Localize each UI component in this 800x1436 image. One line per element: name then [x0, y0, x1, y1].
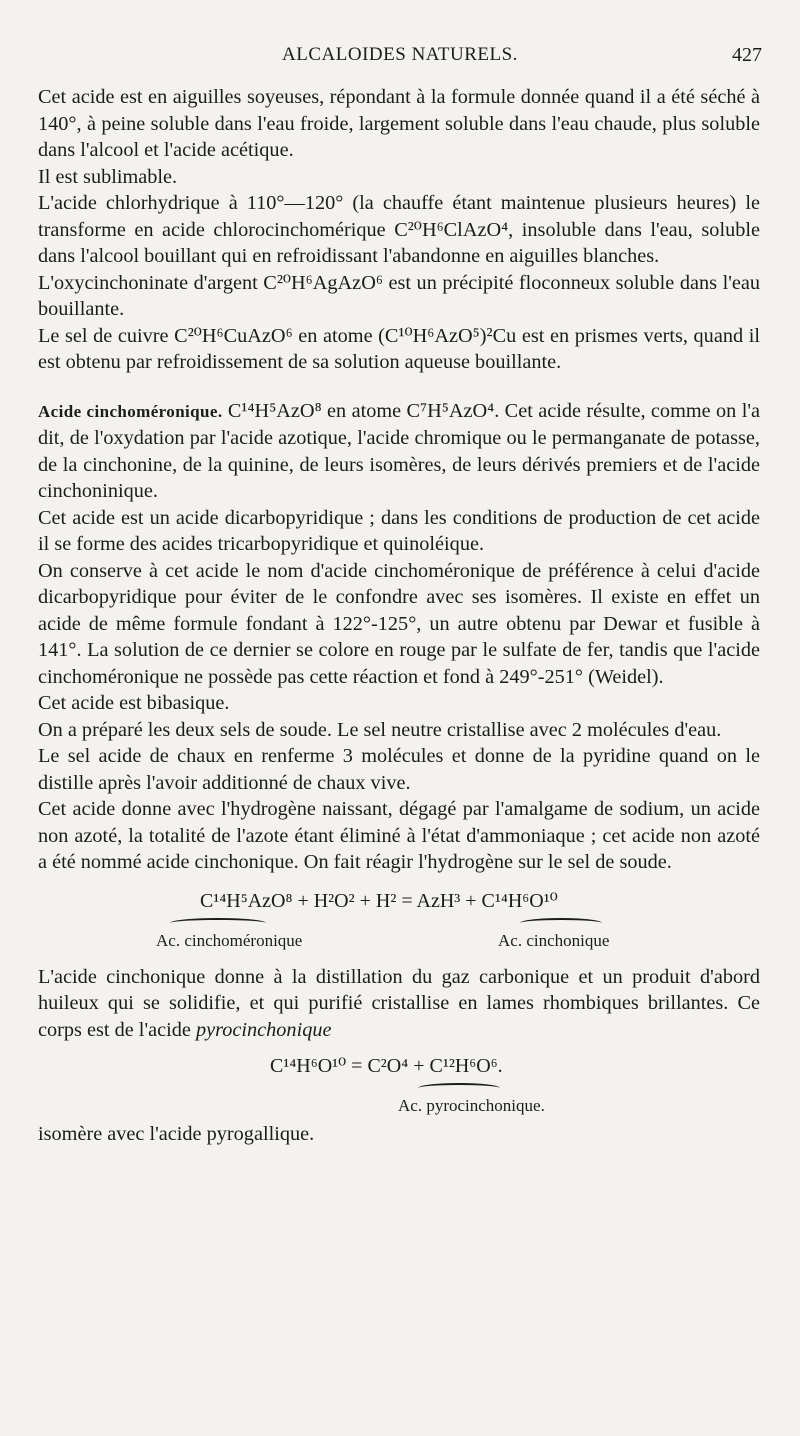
underbrace-left	[170, 918, 266, 928]
paragraph: On conserve à cet acide le nom d'acide cinchoméronique de préférence à celui d'acide dicarbopyridique pour éviter de le confondre avec ses isomères. Il existe en effet un acide de même formule fondant à 122°-125°, un autre obtenu par Dewar et fusible à 141°. La solution de ce dernier se colore en rouge par le sulfate de fer, tandis que l'acide cinchoméronique ne possède pas cette réaction et fond à 249°-251° (Weidel).	[38, 559, 760, 688]
underbrace-right	[520, 918, 602, 928]
underbrace	[418, 1083, 500, 1093]
page-header	[0, 44, 800, 74]
section-first-paragraph	[38, 398, 760, 505]
paragraph: Le sel de cuivre C²⁰H⁶CuAzO⁶ en atome (C¹⁰H⁶AzO⁵)²Cu est en prismes verts, quand il est obtenu par refroidissement de sa solution aqueuse bouillante.	[38, 324, 760, 373]
equation-label-left: Ac. cinchoméronique	[156, 930, 303, 950]
paragraph: Cet acide est bibasique.	[38, 692, 230, 714]
running-title: ALCALOIDES NATURELS.	[282, 44, 518, 65]
paragraph: Cet acide donne avec l'hydrogène naissant, dégagé par l'amalgame de sodium, un acide non azoté, la totalité de l'azote étant éliminé à l'état d'ammoniaque ; cet acide non azoté a été nommé acide cinchonique. On fait réagir l'hydrogène sur le sel de soude.	[38, 798, 760, 873]
section-gap	[38, 376, 760, 398]
page-number: 427	[732, 44, 762, 66]
paragraph: isomère avec l'acide pyrogallique.	[38, 1123, 315, 1145]
body-text	[38, 84, 760, 1148]
equation-label: Ac. pyrocinchonique.	[398, 1096, 545, 1115]
paragraph: Cet acide est en aiguilles soyeuses, répondant à la formule donnée quand il a été séché à 140°, à peine soluble dans l'eau froide, largement soluble dans l'eau chaude, plus soluble dans l'alcool et l'acide acétique.	[38, 86, 760, 161]
paragraph	[38, 964, 760, 1044]
equation-label-right: Ac. cinchonique	[498, 930, 610, 950]
equation-pyrocinchonique	[38, 1053, 760, 1117]
paragraph-text: L'acide cinchonique donne à la distillation du gaz carbonique et un produit d'abord huileux qui se solidifie, et qui purifié cristallise en lames rhombiques brillantes. Ce corps est de l'acide	[38, 965, 760, 1041]
section-heading: Acide cinchoméronique.	[38, 401, 223, 421]
paragraph: Le sel acide de chaux en renferme 3 molécules et donne de la pyridine quand on le distille après l'avoir additionné de chaux vive.	[38, 745, 760, 794]
paragraph: Cet acide est un acide dicarbopyridique ; dans les conditions de production de cet acide il se forme des acides tricarbopyridique et quinoléique.	[38, 506, 760, 555]
italic-term: pyrocinchonique	[195, 1018, 332, 1041]
paragraph: L'oxycinchoninate d'argent C²⁰H⁶AgAzO⁶ est un précipité floconneux soluble dans l'eau bouillante.	[38, 271, 760, 320]
paragraph: Il est sublimable.	[38, 165, 178, 188]
section-first-paragraph-text: C¹⁴H⁵AzO⁸ en atome C⁷H⁵AzO⁴. Cet acide résulte, comme on l'a dit, de l'oxydation par l'acide azotique, l'acide chromique ou le permanganate de potasse, de la cinchonine, de la quinine, de leurs isomères, de leurs dérivés premiers et de l'acide cinchoninique.	[38, 399, 760, 502]
equation-formula: C¹⁴H⁵AzO⁸ + H²O² + H² = AzH³ + C¹⁴H⁶O¹⁰	[200, 889, 558, 912]
equation-formula: C¹⁴H⁶O¹⁰ = C²O⁴ + C¹²H⁶O⁶.	[270, 1055, 503, 1077]
paragraph: L'acide chlorhydrique à 110°—120° (la chauffe étant maintenue plusieurs heures) le transforme en acide chlorocinchomérique C²⁰H⁶ClAzO⁴, insoluble dans l'eau, soluble dans l'alcool bouillant qui en refroidissant l'abandonne en aiguilles blanches.	[38, 192, 760, 267]
paragraph: On a préparé les deux sels de soude. Le sel neutre cristallise avec 2 molécules d'eau.	[38, 718, 722, 741]
equation-cinchonique	[38, 888, 760, 956]
